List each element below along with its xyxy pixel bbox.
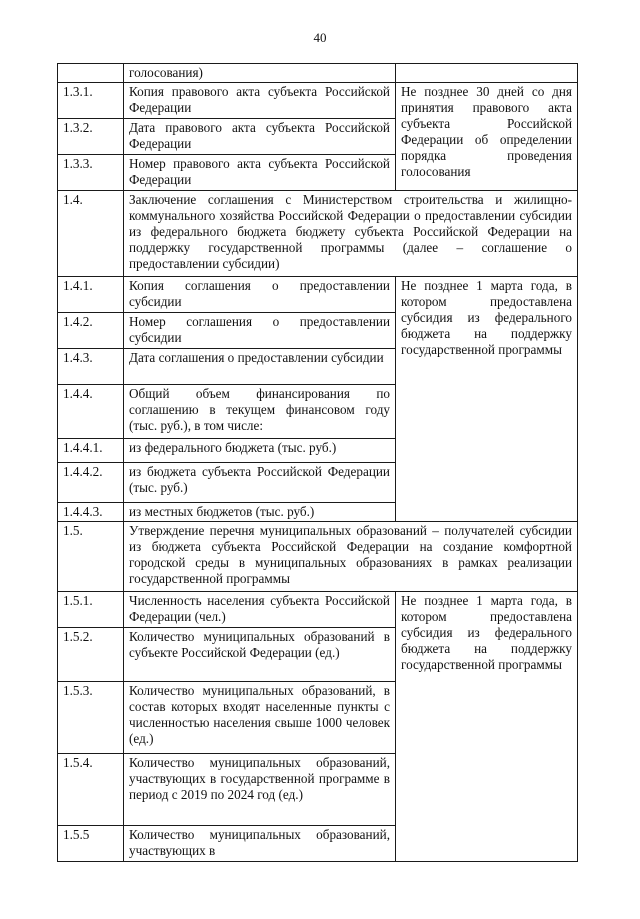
row-name: Дата правового акта субъекта Российской Федерации bbox=[124, 119, 396, 155]
row-number: 1.5.2. bbox=[58, 628, 124, 682]
row-name: Количество муниципальных образований, участвующих в bbox=[124, 826, 396, 862]
row-number: 1.5.4. bbox=[58, 754, 124, 826]
row-name: из местных бюджетов (тыс. руб.) bbox=[124, 503, 396, 522]
row-name: Общий объем финансирования по соглашению в текущем финансовом году (тыс. руб.), в том числе: bbox=[124, 385, 396, 439]
row-number: 1.5.1. bbox=[58, 592, 124, 628]
row-name: голосования) bbox=[124, 64, 396, 83]
row-number: 1.3.3. bbox=[58, 155, 124, 191]
row-name: Дата соглашения о предоставлении субсидии bbox=[124, 349, 396, 385]
row-number: 1.4.4.1. bbox=[58, 439, 124, 463]
table-row bbox=[58, 592, 578, 628]
row-name: Утверждение перечня муниципальных образований – получателей субсидии из бюджета субъекта Российской Федерации на создание комфортной городской среды в муниципальных образованиях в рамках реализации государственной программы bbox=[124, 522, 578, 592]
table-row bbox=[58, 191, 578, 277]
table-row bbox=[58, 277, 578, 313]
row-number: 1.3.1. bbox=[58, 83, 124, 119]
row-number: 1.4.1. bbox=[58, 277, 124, 313]
row-number: 1.5. bbox=[58, 522, 124, 592]
requirements-table bbox=[57, 63, 578, 862]
row-number: 1.4.4.3. bbox=[58, 503, 124, 522]
table-row bbox=[58, 83, 578, 119]
row-term: Не позднее 30 дней со дня принятия правового акта субъекта Российской Федерации об определении порядка проведения голосования bbox=[396, 83, 578, 191]
row-name: Количество муниципальных образований, участвующих в государственной программе в период с 2019 по 2024 год (ед.) bbox=[124, 754, 396, 826]
row-term: Не позднее 1 марта года, в котором предоставлена субсидия из федерального бюджета на поддержку государственной программы bbox=[396, 592, 578, 862]
row-name: Заключение соглашения с Министерством строительства и жилищно-коммунального хозяйства Российской Федерации о предоставлении субсидии из федерального бюджета бюджету субъекта Российской Федерации на поддержку государственной программы (далее – соглашение о предоставлении субсидии) bbox=[124, 191, 578, 277]
row-name: из бюджета субъекта Российской Федерации (тыс. руб.) bbox=[124, 463, 396, 503]
row-name: Численность населения субъекта Российской Федерации (чел.) bbox=[124, 592, 396, 628]
row-name: Номер правового акта субъекта Российской Федерации bbox=[124, 155, 396, 191]
row-name: Номер соглашения о предоставлении субсидии bbox=[124, 313, 396, 349]
row-number: 1.4. bbox=[58, 191, 124, 277]
row-number: 1.5.3. bbox=[58, 682, 124, 754]
page-number: 40 bbox=[313, 30, 327, 45]
row-number: 1.4.3. bbox=[58, 349, 124, 385]
row-name: Копия соглашения о предоставлении субсидии bbox=[124, 277, 396, 313]
row-name: из федерального бюджета (тыс. руб.) bbox=[124, 439, 396, 463]
row-number: 1.4.2. bbox=[58, 313, 124, 349]
row-number: 1.4.4.2. bbox=[58, 463, 124, 503]
row-term: Не позднее 1 марта года, в котором предоставлена субсидия из федерального бюджета на поддержку государственной программы bbox=[396, 277, 578, 522]
table-row bbox=[58, 64, 578, 83]
row-name: Копия правового акта субъекта Российской Федерации bbox=[124, 83, 396, 119]
row-term bbox=[396, 64, 578, 83]
row-name: Количество муниципальных образований в субъекте Российской Федерации (ед.) bbox=[124, 628, 396, 682]
table-row bbox=[58, 522, 578, 592]
row-number: 1.4.4. bbox=[58, 385, 124, 439]
row-number bbox=[58, 64, 124, 83]
row-number: 1.3.2. bbox=[58, 119, 124, 155]
row-number: 1.5.5 bbox=[58, 826, 124, 862]
row-name: Количество муниципальных образований, в состав которых входят населенные пункты с численностью населения свыше 1000 человек (ед.) bbox=[124, 682, 396, 754]
